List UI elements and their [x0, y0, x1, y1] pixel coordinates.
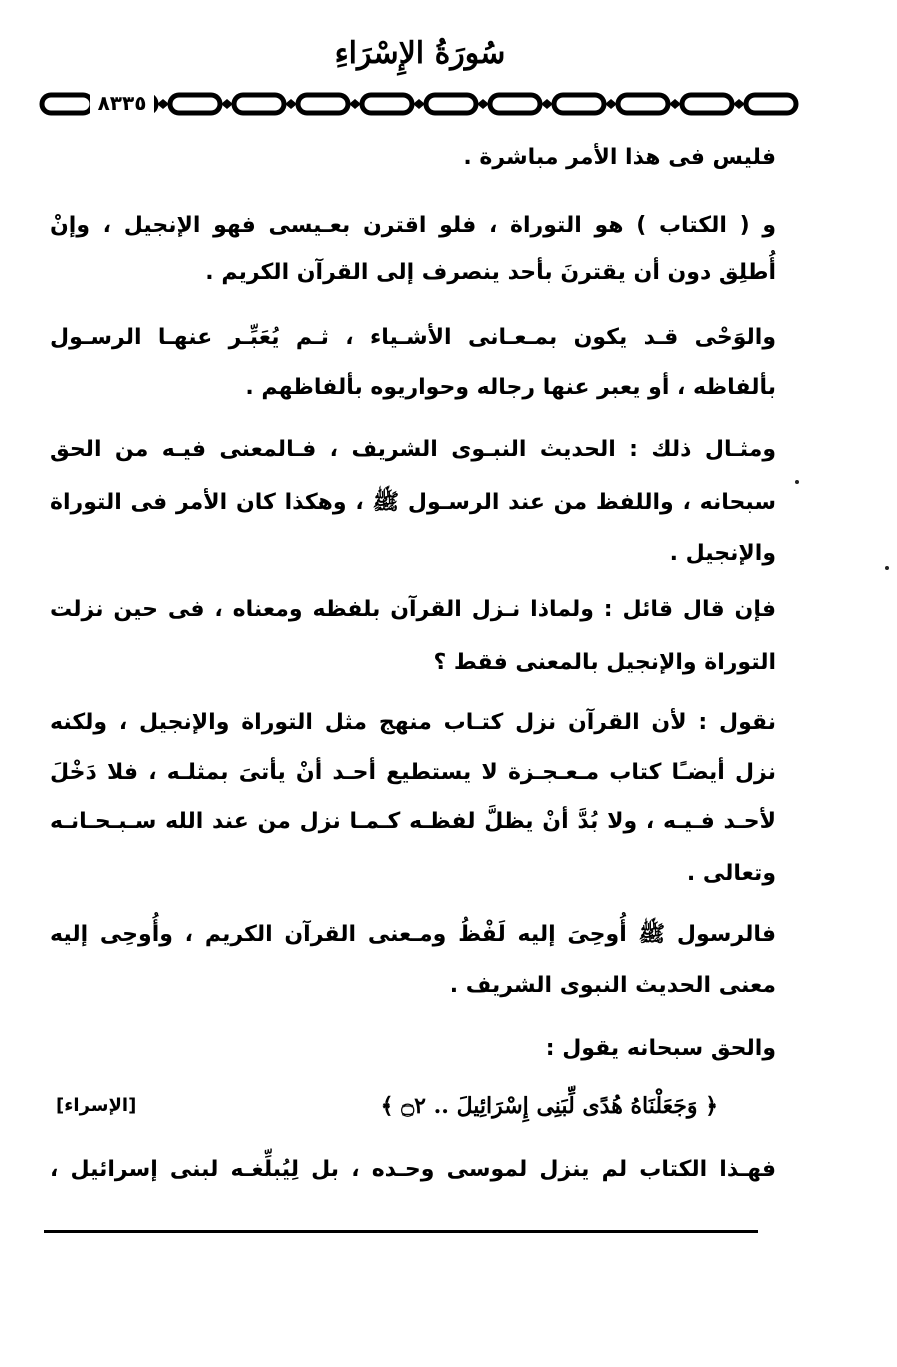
text-line: والوَحْى قـد يكون بمـعـانى الأشـياء ، ثـم يُعَبِّـر عنهـا الرسـول [50, 325, 776, 350]
text-line: نزل أيضـًا كتاب مـعـجـزة لا يستطيع أحـد أنْ يأتىَ بمثلـه ، فلا دَخْلَ [50, 760, 776, 785]
text-line: فإن قال قائل : ولماذا نـزل القرآن بلفظه ومعناه ، فى حين نزلت [50, 597, 776, 622]
text-line: التوراة والإنجيل بالمعنى فقط ؟ [433, 650, 776, 675]
text-line: ومثـال ذلك : الحديث النبـوى الشريف ، فـالمعنى فيـه من الحق [50, 437, 776, 462]
quran-verse: ﴿ وَجَعَلْنَاهُ هُدًى لِّبَنِى إِسْرَائِيلَ .. ۝٢ ﴾ [380, 1093, 718, 1119]
chain-diamond [669, 99, 681, 109]
chain-diamond [477, 99, 489, 109]
text-line: معنى الحديث النبوى الشريف . [449, 973, 776, 998]
chain-link [618, 95, 668, 113]
scan-speck [885, 566, 889, 570]
chain-link [746, 95, 796, 113]
chain-diamond [541, 99, 553, 109]
chain-link [42, 95, 92, 113]
text-line: والحق سبحانه يقول : [545, 1036, 776, 1061]
chain-link [170, 95, 220, 113]
text-line: و ( الكتاب ) هو التوراة ، فلو اقترن بعـيسى فهو الإنجيل ، وإنْ [50, 213, 776, 238]
chain-diamond [285, 99, 297, 109]
text-line: بألفاظه ، أو يعبر عنها رجاله وحواريوه بألفاظهم . [245, 375, 776, 400]
verse-reference: [الإسراء] [56, 1095, 137, 1116]
chain-link [426, 95, 476, 113]
chain-diamond [349, 99, 361, 109]
chain-link [554, 95, 604, 113]
chain-link [682, 95, 732, 113]
chain-diamond [221, 99, 233, 109]
text-line: وتعالى . [686, 861, 776, 886]
surah-title: سُورَةُ الإِسْرَاءِ [334, 36, 506, 71]
footnote-divider [44, 1230, 758, 1233]
text-line: سبحانه ، واللفظ من عند الرسـول ﷺ ، وهكذا كان الأمر فى التوراة [50, 490, 776, 515]
text-line: نقول : لأن القرآن نزل كتـاب منهج مثل التوراة والإنجيل ، ولكنه [50, 710, 776, 735]
text-line: فهـذا الكتاب لم ينزل لموسى وحـده ، بل لِيُبلِّغـه لبنى إسرائيل ، [50, 1157, 776, 1182]
text-line: فليس فى هذا الأمر مباشرة . [463, 145, 776, 170]
chain-diamond [157, 99, 169, 109]
text-line: لأحـد فـيـه ، ولا بُدَّ أنْ يظلَّ لفظـه كـمـا نزل من عند الله سـبـحـانـه [50, 809, 776, 834]
chain-link [490, 95, 540, 113]
page-number: ٨٣٣٥ [90, 88, 154, 118]
chain-diamond [413, 99, 425, 109]
scan-speck [795, 480, 799, 484]
chain-link [362, 95, 412, 113]
text-line: أُطلِق دون أن يقترنَ بأحد ينصرف إلى القرآن الكريم . [205, 260, 776, 285]
text-line: فالرسول ﷺ أُوحِىَ إليه لَفْظُ ومـعنى القرآن الكريم ، وأُوحِى إليه [50, 922, 776, 947]
chain-link [234, 95, 284, 113]
chain-link [298, 95, 348, 113]
chain-diamond [605, 99, 617, 109]
chain-diamond [733, 99, 745, 109]
text-line: والإنجيل . [669, 541, 776, 566]
